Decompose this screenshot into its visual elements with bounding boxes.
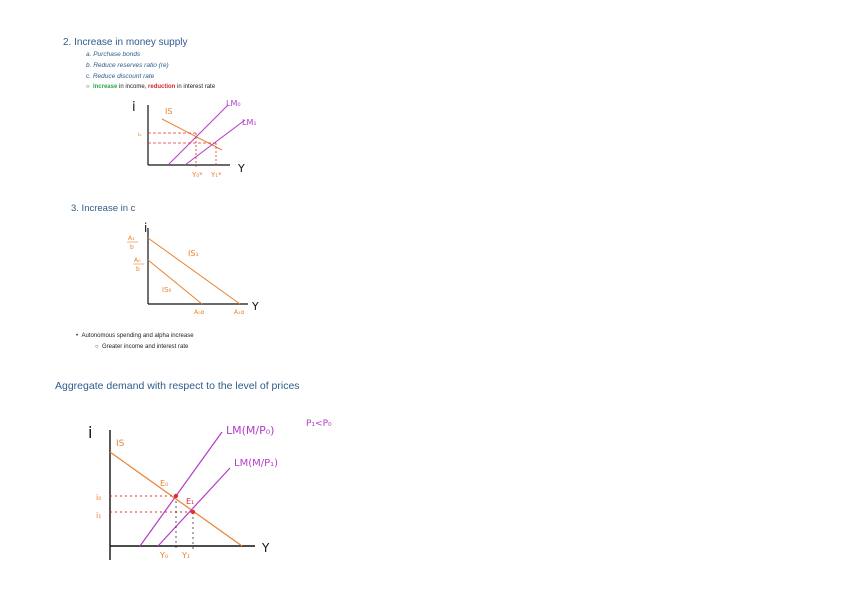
x-axis-label: Y	[262, 541, 270, 555]
i0-label: i₀	[96, 493, 102, 502]
reduction-word: reduction	[148, 84, 176, 90]
a0-alpha-label: A₀α	[194, 309, 205, 316]
bullet-icon: ○	[86, 84, 90, 90]
bullet-text: Autonomous spending and alpha increase	[81, 333, 194, 339]
sub-bullet-icon: ○	[95, 344, 99, 350]
lm1-label: LM₁	[242, 118, 257, 127]
list-item-a: a. Purchase bonds	[86, 51, 141, 58]
e0-label: E₀	[160, 479, 169, 488]
is1-label: IS₁	[188, 249, 199, 258]
section-4-title: Aggregate demand with respect to the level of prices	[55, 380, 300, 392]
bullet-autonomous	[76, 333, 194, 339]
is0-label: IS₀	[162, 286, 172, 294]
x-axis-label: Y	[238, 162, 245, 175]
a1-alpha-label: A₁α	[234, 309, 245, 316]
sub-bullet-text: Greater income and interest rate	[101, 344, 189, 350]
sub-bullet-income	[95, 344, 188, 350]
lm0-label: LM(M/P₀)	[226, 424, 275, 437]
y-axis-label: i	[132, 100, 136, 115]
is-curve-label: IS	[116, 439, 125, 449]
x-axis-label: Y	[252, 300, 259, 313]
list-item-c: c. Reduce discount rate	[86, 73, 155, 80]
e1-label: E₁	[186, 497, 195, 506]
note-text-2: in interest rate	[175, 84, 216, 90]
a0-over-b-top: A₀	[134, 257, 141, 264]
price-note: P₁<P₀	[306, 419, 332, 429]
increase-word: Increase	[92, 84, 118, 90]
i1-label: i₁	[96, 511, 102, 520]
section-2-heading: 2. Increase in money supply	[63, 37, 188, 48]
is-curve-label: IS	[165, 107, 173, 116]
is-shift-graph	[120, 220, 270, 320]
y-axis-label: i	[88, 423, 93, 442]
y1-label: Y₁	[182, 551, 191, 560]
lm1-label: LM(M/P₁)	[234, 458, 279, 469]
result-note	[86, 84, 215, 90]
note-text-1: in income,	[117, 84, 149, 90]
a1-over-b-bottom: b	[130, 244, 134, 251]
i0-label: i₀	[138, 132, 142, 138]
a0-over-b-bottom: b	[136, 266, 140, 273]
lm0-label: LM₀	[226, 99, 241, 108]
bullet-icon: •	[76, 333, 79, 339]
y-axis-label: i	[144, 221, 148, 235]
list-item-b: b. Reduce reserves ratio (re)	[86, 62, 169, 69]
is-lm-money-supply-graph	[120, 95, 270, 190]
y1-label: Y₁*	[211, 171, 222, 179]
aggregate-demand-graph	[80, 410, 360, 570]
y0-label: Y₀*	[192, 171, 203, 179]
y0-label: Y₀	[160, 551, 169, 560]
a1-over-b-top: A₁	[128, 235, 135, 242]
section-3-heading: 3. Increase in c	[71, 203, 136, 214]
